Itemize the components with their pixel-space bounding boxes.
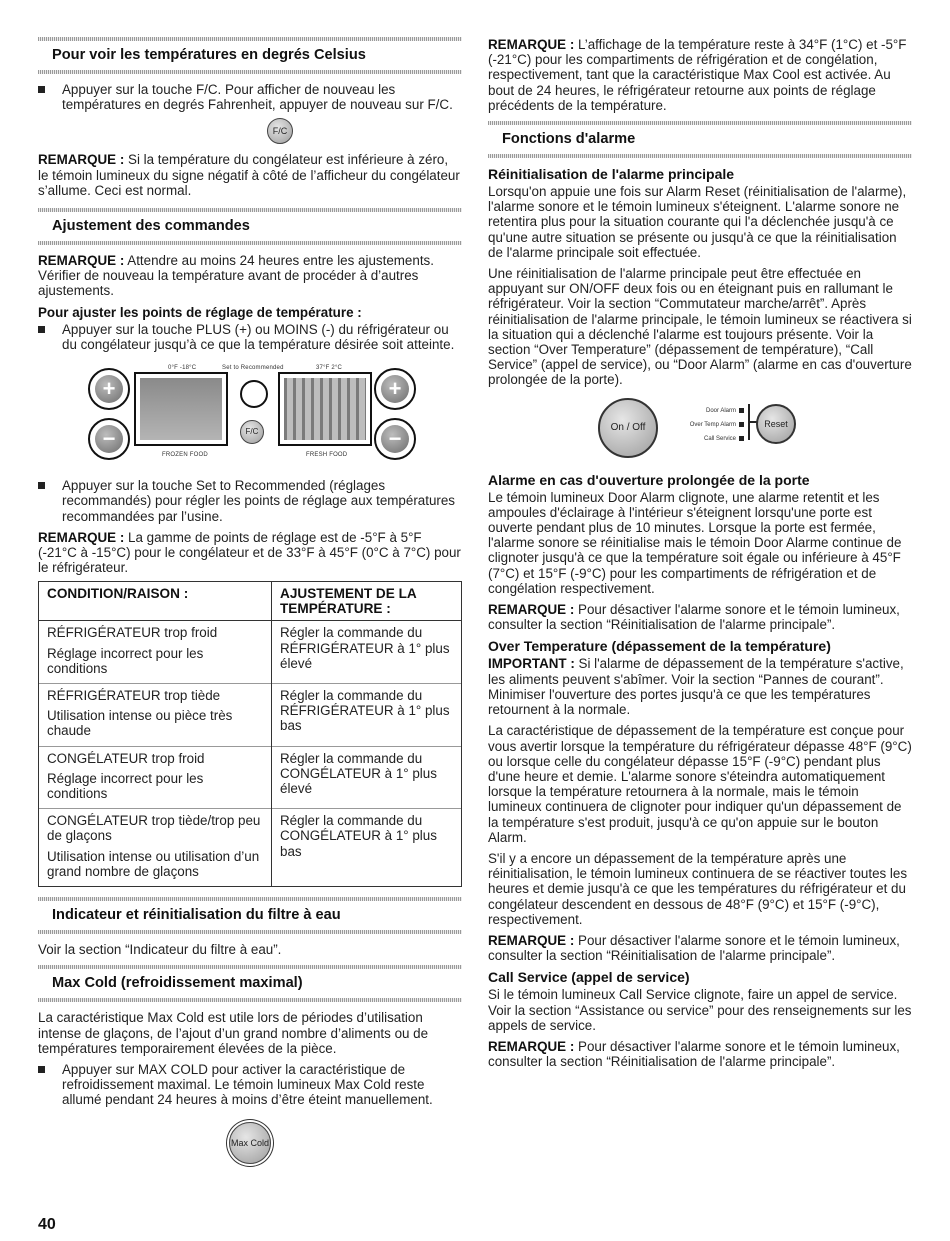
led-icon xyxy=(739,436,744,441)
alarm-title: Fonctions d'alarme xyxy=(502,131,636,148)
over-temp-heading: Over Temperature (dépassement de la température) xyxy=(488,638,831,655)
minus-icon: − xyxy=(95,425,123,453)
freezer-display xyxy=(134,372,228,446)
panel-frozen-food-label: FROZEN FOOD xyxy=(162,452,208,459)
max-cold-button-icon: Max Cold xyxy=(229,1122,271,1164)
panel-recommended-label: Set to Recommended xyxy=(222,365,284,372)
alarm-reset-p2: Une réinitialisation de l'alarme principale peut être effectuée en appuyant sur ON/OFF deux fois ou en éteignant puis en rallumant le réfrigérateur. Voir la section “Commutateur marche/arrêt”. Après réinitialisation de l'alarme principale, le témoin lumineux se réactivera si la situation qui a déclenché l'alarme est toujours présente. Voir la section “Over Temperature” (dépassement de température), “Call Service” (appel de service), ou “Door Alarm” (alarme en cas d'ouverture prolongée de la porte). xyxy=(488,266,912,388)
maxcold-title: Max Cold (refroidissement maximal) xyxy=(52,975,303,992)
over-temp-note: REMARQUE : Pour désactiver l'alarme sonore et le témoin lumineux, consulter la section “Réinitialisation de l'alarme principale”. xyxy=(488,932,900,964)
celsius-note: REMARQUE : Si la température du congélateur est inférieure à zéro, le témoin lumineux du signe négatif à côté de l’afficheur du congélateur s’allume. Ceci est normal. xyxy=(38,152,460,198)
section-rule xyxy=(38,897,462,901)
bullet-icon xyxy=(38,86,45,93)
minus-icon: − xyxy=(381,425,409,453)
over-temp-indicator: Over Temp Alarm xyxy=(664,418,744,432)
panel-fresh-food-label: FRESH FOOD xyxy=(306,452,348,459)
adjustment-table xyxy=(38,581,462,887)
section-rule xyxy=(38,965,462,969)
section-rule xyxy=(38,70,462,74)
fridge-minus-button xyxy=(374,418,416,460)
adjust-title: Ajustement des commandes xyxy=(52,218,250,235)
adjust-bullet-1: Appuyer sur la touche PLUS (+) ou MOINS (-) du réfrigérateur ou du congélateur jusqu’à ce que la température désirée soit atteinte. xyxy=(38,322,462,352)
freezer-minus-button xyxy=(88,418,130,460)
bullet-icon xyxy=(38,326,45,333)
section-rule xyxy=(38,208,462,212)
table-row: CONGÉLATEUR trop tiède/trop peu de glaçons Utilisation intense ou utilisation d’un grand nombre de glaçons Régler la commande du CONGÉLATEUR à 1° plus bas xyxy=(39,809,462,887)
table-row: CONGÉLATEUR trop froid Réglage incorrect pour les conditions Régler la commande du CONGÉLATEUR à 1° plus élevé xyxy=(39,746,462,809)
alarm-indicator-list xyxy=(664,404,744,446)
reset-button-icon: Reset xyxy=(756,404,796,444)
call-service-heading: Call Service (appel de service) xyxy=(488,969,690,986)
maxcold-text: La caractéristique Max Cold est utile lors de périodes d’utilisation intense de glaçons, de l’ajout d’un grand nombre d’aliments ou de températures temporairement élevées de la pièce. xyxy=(38,1010,429,1056)
right-column xyxy=(488,37,912,1075)
bullet-icon xyxy=(38,482,45,489)
section-rule xyxy=(38,930,462,934)
set-recommended-button xyxy=(240,380,268,408)
left-column xyxy=(38,37,462,1164)
section-rule xyxy=(488,154,912,158)
table-row: RÉFRIGÉRATEUR trop tiède Utilisation intense ou pièce très chaude Régler la commande du RÉFRIGÉRATEUR à 1° plus bas xyxy=(39,684,462,747)
section-rule xyxy=(38,241,462,245)
fc-button-icon: F/C xyxy=(240,420,264,444)
page-number: 40 xyxy=(38,1216,56,1233)
plus-icon: + xyxy=(381,375,409,403)
table-row: RÉFRIGÉRATEUR trop froid Réglage incorrect pour les conditions Régler la commande du RÉFRIGÉRATEUR à 1° plus élevé xyxy=(39,621,462,684)
table-header-condition: CONDITION/RAISON : xyxy=(39,582,272,621)
adjust-note-2: REMARQUE : La gamme de points de réglage est de -5°F à 5°F (-21°C à -15°C) pour le congélateur et de 33°F à 45°F (0°C à 7°C) pour le réfrigérateur. xyxy=(38,529,461,576)
adjust-bullet-2: Appuyer sur la touche Set to Recommended (réglages recommandés) pour régler les points de réglage aux températures recommandées par l’usine. xyxy=(38,478,462,524)
over-temp-important: IMPORTANT : Si l'alarme de dépassement de la température s'active, les aliments peuvent s'abîmer. Voir la section “Pannes de courant”. Minimiser l'ouverture des portes jusqu'à ce que les températures retournent à la normale. xyxy=(488,656,904,718)
over-temp-p2: S'il y a encore un dépassement de la température après une réinitialisation, le témoin lumineux continuera de se réactiver toutes les heures et demie jusqu'à ce que les températures du réfrigérateur et du congélateur descendent en dessous de 48°F (9°C) et 15°F (-9°C), respectivement. xyxy=(488,850,908,927)
on-off-button-icon: On / Off xyxy=(598,398,658,458)
maxcold-bullet: Appuyer sur MAX COLD pour activer la caractéristique de refroidissement maximal. Le témoin lumineux Max Cold reste allumé pendant 24 heures à moins d’être éteint manuellement. xyxy=(38,1062,462,1108)
over-temp-p1: La caractéristique de dépassement de la température est conçue pour vous avertir lorsque la température du réfrigérateur dépasse 48°F (9°C) ou lorsque celle du congélateur dépasse 15°F (-9°C) pendant plus d'une heure et demie. L'alarme sonore s'éteindra automatiquement lorsque la température retournera à la normale, mais le témoin lumineux continuera de clignoter pour indiquer qu'un dépassement de la température s'est produit, jusqu'à ce qu'on appuie sur le bouton Alarm. xyxy=(488,723,912,845)
section-rule xyxy=(38,37,462,41)
adjust-subhead: Pour ajuster les points de réglage de température : xyxy=(38,304,362,320)
alarm-panel-illustration xyxy=(590,394,810,464)
table-header-row xyxy=(39,582,462,621)
table-header-adjustment: AJUSTEMENT DE LA TEMPÉRATURE : xyxy=(272,582,462,621)
panel-fridge-setpoint: 37°F 2°C xyxy=(316,365,343,372)
section-rule xyxy=(488,121,912,125)
door-alarm-note: REMARQUE : Pour désactiver l'alarme sonore et le témoin lumineux, consulter la section “Réinitialisation de l'alarme principale”. xyxy=(488,602,900,633)
alarm-reset-heading: Réinitialisation de l'alarme principale xyxy=(488,166,735,183)
freezer-plus-button xyxy=(88,368,130,410)
filter-title: Indicateur et réinitialisation du filtre à eau xyxy=(52,907,341,924)
door-alarm-indicator: Door Alarm xyxy=(664,404,744,418)
fridge-plus-button xyxy=(374,368,416,410)
call-service-text: Si le témoin lumineux Call Service clignote, faire un appel de service. Voir la section “Assistance ou service” pour des renseignements sur les appels de service. xyxy=(488,987,912,1033)
filter-text: Voir la section “Indicateur du filtre à eau”. xyxy=(38,942,282,958)
call-service-indicator: Call Service xyxy=(664,432,744,446)
alarm-reset-p1: Lorsqu'on appuie une fois sur Alarm Reset (réinitialisation de l'alarme), l'alarme sonore et le témoin lumineux s'éteignent. L'alarme sonore ne retentira plus pour la situation courante qui l'a déclenchée jusqu'à ce qu'une autre situation se présente ou jusqu'à ce que la réinitialisation de l'alarme principale soit effectuée. xyxy=(488,184,907,260)
celsius-bullet: Appuyer sur la touche F/C. Pour afficher de nouveau les températures en degrés Fahrenheit, appuyer de nouveau sur F/C. xyxy=(38,82,462,112)
panel-freezer-setpoint: 0°F -18°C xyxy=(168,365,197,372)
led-icon xyxy=(739,408,744,413)
section-rule xyxy=(38,998,462,1002)
celsius-title: Pour voir les températures en degrés Celsius xyxy=(52,47,366,63)
led-icon xyxy=(739,422,744,427)
door-alarm-text: Le témoin lumineux Door Alarm clignote, une alarme retentit et les ampoules d'éclairage à l'intérieur s'éteignent lorsqu'une porte est ouverte pendant plus de 10 minutes. Lorsque la porte est fermée, l'alarme sonore se réinitialise mais le témoin Door Alarme continue de clignoter jusqu'à ce que la température soit égale ou inférieure à 45°F (7°C) et 15°F (-9°C) pour les compartiments de réfrigération et de congélation respectivement. xyxy=(488,489,902,596)
bullet-icon xyxy=(38,1066,45,1073)
door-alarm-heading: Alarme en cas d'ouverture prolongée de la porte xyxy=(488,471,810,488)
fridge-display xyxy=(278,372,372,446)
call-service-note: REMARQUE : Pour désactiver l'alarme sonore et le témoin lumineux, consulter la section “Réinitialisation de l'alarme principale”. xyxy=(488,1038,900,1070)
adjust-note: REMARQUE : Attendre au moins 24 heures entre les ajustements. Vérifier de nouveau la température avant de procéder à d’autres ajustements. xyxy=(38,253,434,299)
maxcool-note: REMARQUE : L’affichage de la température reste à 34°F (1°C) et -5°F (-21°C) pour les compartiments de réfrigération et de congélation, respectivement, tant que la caractéristique Max Cool est activée. Au bout de 24 heures, le réfrigérateur retourne aux points de réglage précédents de la température. xyxy=(488,37,907,113)
fc-button-icon: F/C xyxy=(267,118,293,144)
control-panel-illustration xyxy=(80,358,420,468)
plus-icon: + xyxy=(95,375,123,403)
